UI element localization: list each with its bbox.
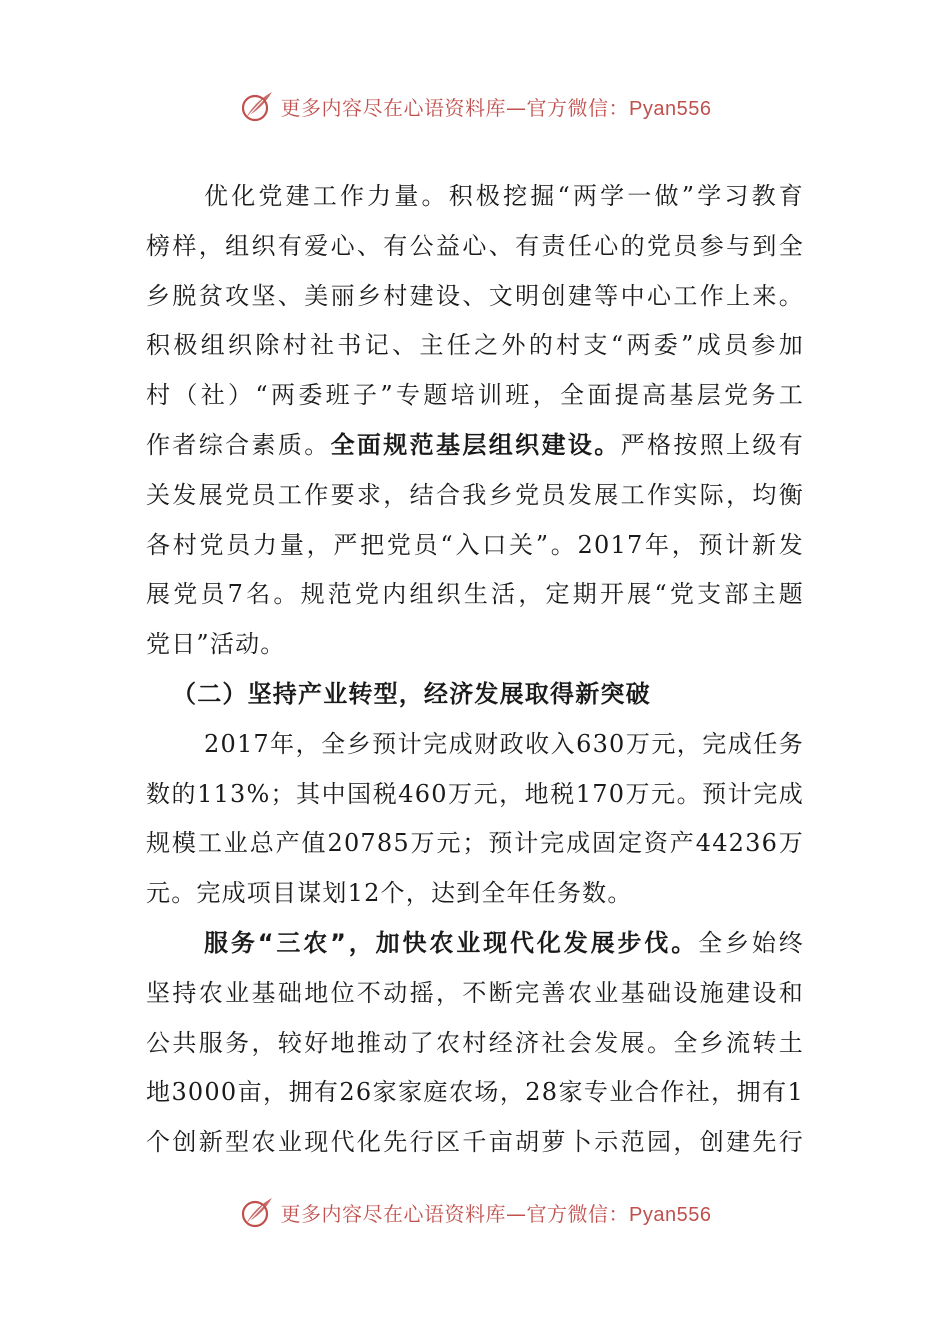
text-line: 公共服务，较好地推动了农村经济社会发展。全乡流转土 <box>146 1028 804 1057</box>
text-line: 服务“三农”，加快农业现代化发展步伐。全乡始终 <box>204 928 804 957</box>
text-line: 作者综合素质。全面规范基层组织建设。严格按照上级有 <box>146 430 804 459</box>
text-line: 数的113%；其中国税460万元，地税170万元。预计完成 <box>146 779 804 808</box>
section-heading: （二）坚持产业转型，经济发展取得新突破 <box>172 679 651 708</box>
text-line: 展党员7名。规范党内组织生活，定期开展“党支部主题 <box>146 580 804 609</box>
text-line: 党日”活动。 <box>146 630 286 659</box>
text-line: 各村党员力量，严把党员“入口关”。2017年，预计新发 <box>146 530 804 559</box>
quill-logo-icon <box>239 1194 275 1230</box>
text-line: 个创新型农业现代化先行区千亩胡萝卜示范园，创建先行 <box>146 1128 804 1157</box>
text-line: 规模工业总产值20785万元；预计完成固定资产44236万 <box>146 829 804 858</box>
footer-watermark <box>0 1190 950 1234</box>
text-line: 元。完成项目谋划12个，达到全年任务数。 <box>146 879 633 908</box>
watermark-text: 更多内容尽在心语资料库—官方微信：Pyan556 <box>280 95 712 120</box>
bold-lead-text: 服务“三农”，加快农业现代化发展步伐。 <box>204 928 699 957</box>
bold-lead-text: 全面规范基层组织建设。 <box>330 430 621 459</box>
text-line: 地3000亩，拥有26家家庭农场，28家专业合作社，拥有1 <box>146 1078 804 1107</box>
text-line: 村（社）“两委班子”专题培训班，全面提高基层党务工 <box>146 381 804 410</box>
paragraph-agriculture <box>146 919 804 1168</box>
text-line: 积极组织除村社书记、主任之外的村支“两委”成员参加 <box>146 331 804 360</box>
text-line: 榜样，组织有爱心、有公益心、有责任心的党员参与到全 <box>146 231 804 260</box>
text-line: 2017年，全乡预计完成财政收入630万元，完成任务 <box>204 729 804 758</box>
quill-logo-icon <box>239 88 275 124</box>
text-line: 优化党建工作力量。积极挖掘“两学一做”学习教育 <box>204 182 804 210</box>
watermark-text: 更多内容尽在心语资料库—官方微信：Pyan556 <box>280 1201 712 1226</box>
document-body <box>146 172 804 1168</box>
paragraph-economy <box>146 720 804 919</box>
paragraph-party-building <box>146 172 804 670</box>
text-line: 坚持农业基础地位不动摇，不断完善农业基础设施建设和 <box>146 978 804 1007</box>
text-line: 乡脱贫攻坚、美丽乡村建设、文明创建等中心工作上来。 <box>146 281 804 310</box>
header-watermark <box>0 84 950 128</box>
text-line: 关发展党员工作要求，结合我乡党员发展工作实际，均衡 <box>146 480 804 509</box>
